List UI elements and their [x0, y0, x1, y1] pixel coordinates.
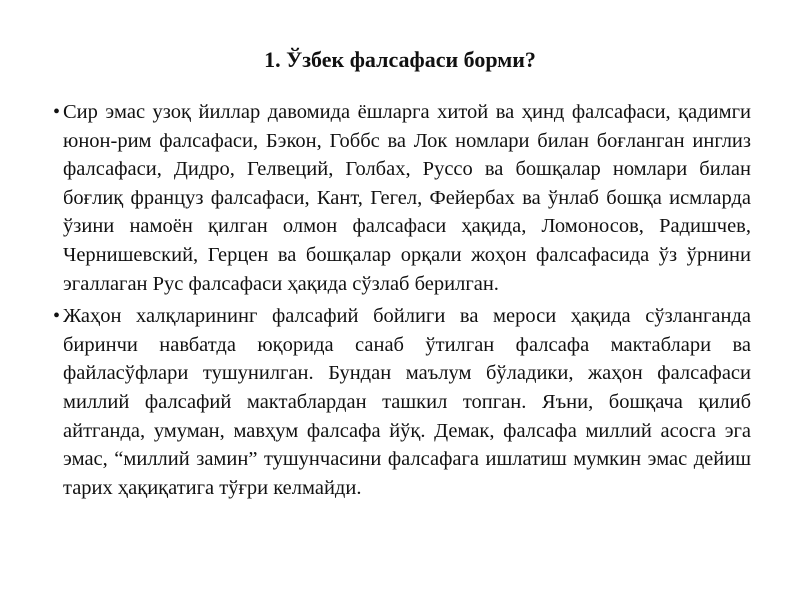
bullet-marker-2: •	[53, 305, 61, 328]
slide-content	[53, 98, 751, 506]
bullet-text-2: Жаҳон халқларининг фалсафий бойлиги ва мероси ҳақида сўзланганда биринчи навбатда юқорида санаб ўтилган фалсафа мактаблари ва файласўфлари тушунилган. Бундан маълум бўладики, жаҳон фалсафаси миллий фалсафий мактаблардан ташкил топган. Яъни, бошқача қилиб айтганда, умуман, мавҳум фалсафа йўқ. Демак, фалсафа миллий асосга эга эмас, “миллий замин” тушунчасини фалсафага ишлатиш мумкин эмас дейиш тарих ҳақиқатига тўғри келмайди.	[63, 305, 751, 499]
bullet-text-1: Сир эмас узоқ йиллар давомида ёшларга хитой ва ҳинд фалсафаси, қадимги юнон-рим фалсафаси, Бэкон, Гоббс ва Лок номлари билан боғланган инглиз фалсафаси, Дидро, Гелвеций, Голбах, Руссо ва бошқалар номлари билан боғлиқ француз фалсафаси, Кант, Гегел, Фейербах ва ўнлаб бошқа исмларда ўзини намоён қилган олмон фалсафаси ҳақида, Ломоносов, Радишчев, Чернишевский, Герцен ва бошқалар орқали жоҳон фалсафасида ўз ўрнини эгаллаган Рус фалсафаси ҳақида сўзлаб берилган.	[63, 101, 751, 295]
bullet-item-1	[53, 98, 751, 298]
slide-title: 1. Ўзбек фалсафаси борми?	[264, 47, 536, 72]
bullet-item-2	[53, 302, 751, 502]
bullet-marker-1: •	[53, 101, 61, 123]
